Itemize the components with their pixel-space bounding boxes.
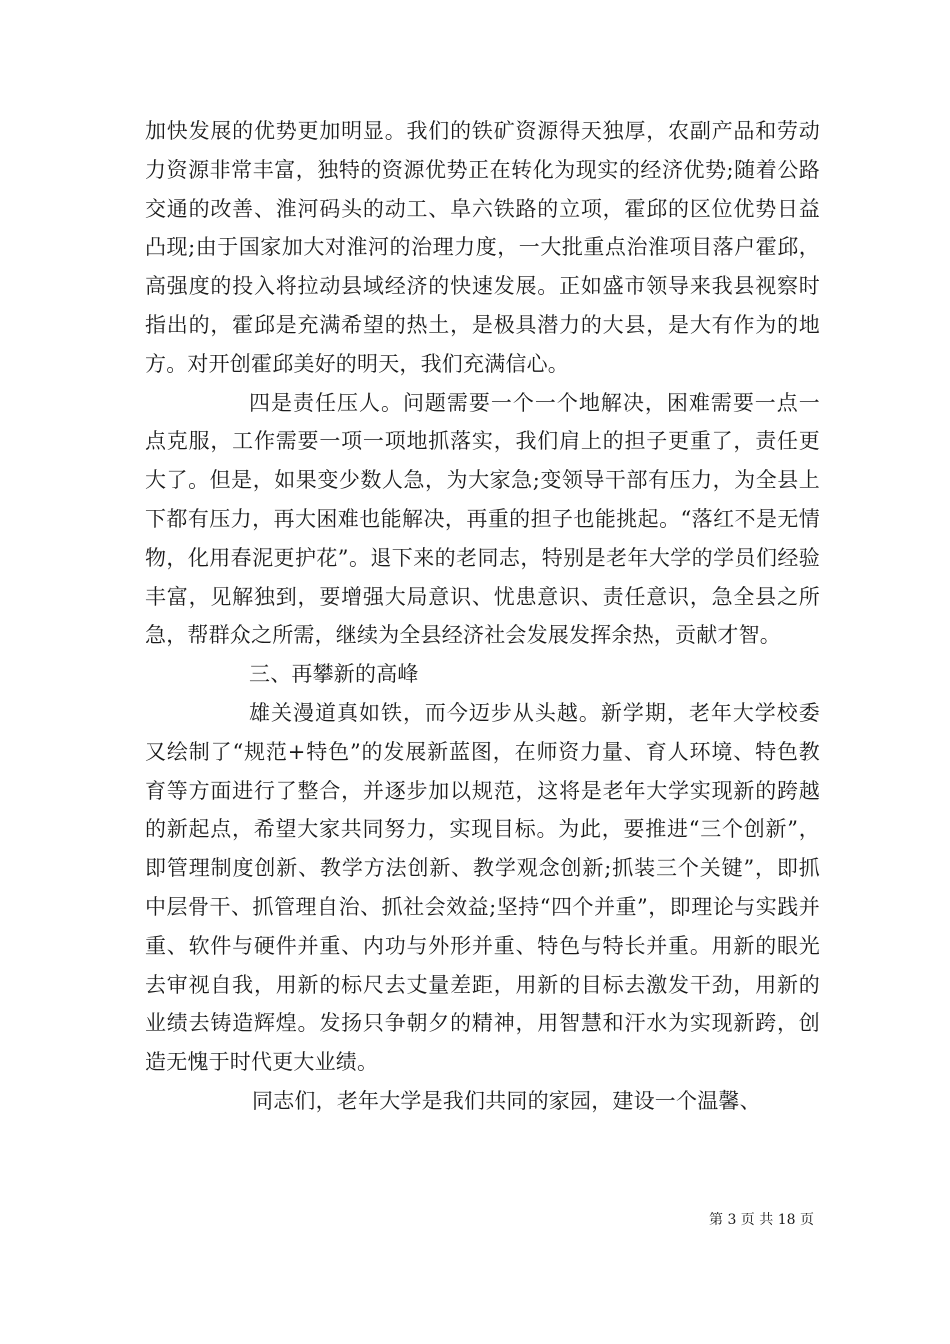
paragraph-resource-advantage: 加快发展的优势更加明显。我们的铁矿资源得天独厚，农副产品和劳动力资源非常丰富，独特的资源优势正在转化为现实的经济优势;随着公路交通的改善、淮河码头的动工、阜六铁路的立项，霍邱的区位优势日益凸现;由于国家加大对淮河的治理力度，一大批重点治淮项目落户霍邱，高强度的投入将拉动县域经济的快速发展。正如盛市领导来我县视察时指出的，霍邱是充满希望的热土，是极具潜力的大县，是大有作为的地方。对开创霍邱美好的明天，我们充满信心。 xyxy=(145,119,820,376)
document-body xyxy=(145,112,820,1121)
paragraph-new-peak: 雄关漫道真如铁，而今迈步从头越。新学期，老年大学校委又绘制了“规范+特色”的发展新蓝图，在师资力量、育人环境、特色教育等方面进行了整合，并逐步加以规范，这将是老年大学实现新的跨越的新起点，希望大家共同努力，实现目标。为此，要推进“三个创新”，即管理制度创新、教学方法创新、教学观念创新;抓装三个关键”，即抓中层骨干、抓管理自治、抓社会效益;坚持“四个并重”，即理论与实践并重、软件与硬件并重、内功与外形并重、特色与特长并重。用新的眼光去审视自我，用新的标尺去丈量差距，用新的目标去激发干劲，用新的业绩去铸造辉煌。发扬只争朝夕的精神，用智慧和汗水为实现新跨，创造无愧于时代更大业绩。 xyxy=(145,700,820,1075)
paragraph-responsibility: 四是责任压人。问题需要一个一个地解决，困难需要一点一点克服，工作需要一项一项地抓落实，我们肩上的担子更重了，责任更大了。但是，如果变少数人急，为大家急;变领导干部有压力，为全县上下都有压力，再大困难也能解决，再重的担子也能挑起。“落红不是无情物，化用春泥更护花”。退下来的老同志，特别是老年大学的学员们经验丰富，见解独到，要增强大局意识、忧患意识、责任意识，急全县之所急，帮群众之所需，继续为全县经济社会发展发挥余热，贡献才智。 xyxy=(145,390,820,648)
section-heading: 三、再攀新的高峰 xyxy=(249,662,419,687)
page-number-footer: 第 3 页 共 18 页 xyxy=(709,1212,814,1228)
paragraph-closing: 同志们，老年大学是我们共同的家园，建设一个温馨、 xyxy=(252,1088,761,1113)
